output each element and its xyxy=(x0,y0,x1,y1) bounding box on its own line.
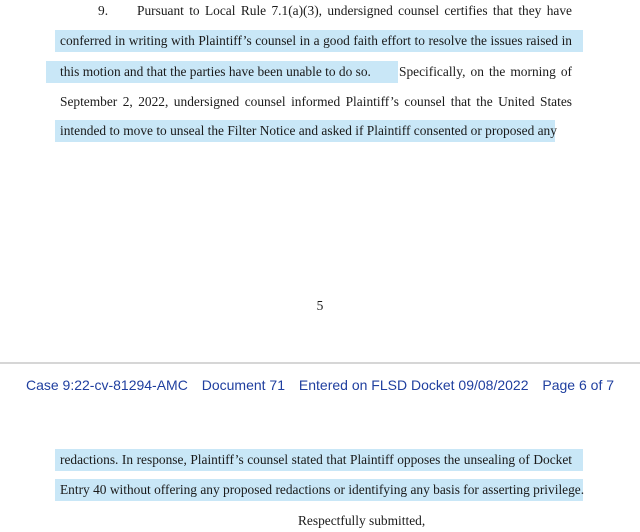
text-line-4: September 2, 2022, undersigned counsel informed Plaintiff’s counsel that the United States xyxy=(60,94,572,109)
docket-entry: Entered on FLSD Docket 09/08/2022 xyxy=(298,377,529,393)
text-line-2: conferred in writing with Plaintiff’s counsel in a good faith effort to resolve the issues raised in xyxy=(60,33,572,48)
page-of: Page 6 of 7 xyxy=(542,377,615,393)
closing-text: Respectfully submitted, xyxy=(298,513,426,528)
text-line-6: redactions. In response, Plaintiff’s counsel stated that Plaintiff opposes the unsealing of Docket xyxy=(60,452,572,467)
paragraph-number: 9. xyxy=(98,3,109,18)
text-line-3b: Specifically, on the morning of xyxy=(399,64,572,79)
page-number: 5 xyxy=(316,298,324,313)
text-line-3a: this motion and that the parties have been unable to do so. xyxy=(60,64,371,79)
text-line-1: Pursuant to Local Rule 7.1(a)(3), undersigned counsel certifies that they have xyxy=(137,3,572,18)
text-line-5: intended to move to unseal the Filter Notice and asked if Plaintiff consented or proposed any xyxy=(60,123,557,138)
case-number: Case 9:22-cv-81294-AMC xyxy=(25,377,188,393)
document-number: Document 71 xyxy=(201,377,286,393)
case-header xyxy=(0,377,640,393)
text-line-7: Entry 40 without offering any proposed redactions or identifying any basis for asserting privilege. xyxy=(60,482,585,497)
